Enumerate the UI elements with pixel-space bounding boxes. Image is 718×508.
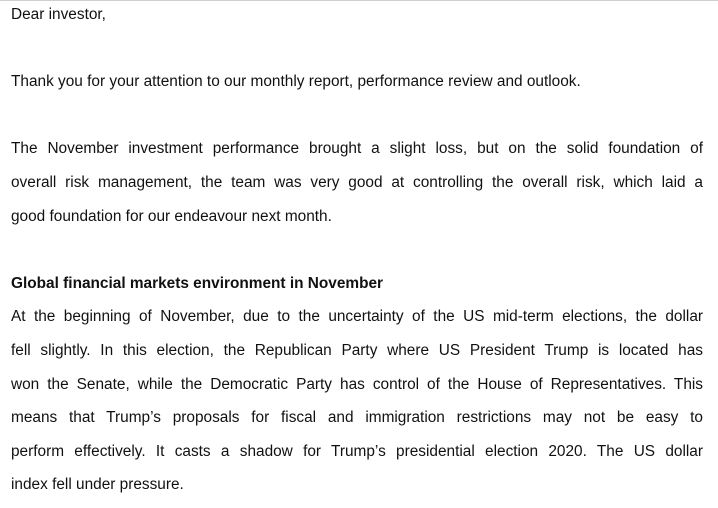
paragraph-line: index fell under pressure. <box>11 476 184 494</box>
paragraph-line: good foundation for our endeavour next month. <box>11 207 332 225</box>
section-heading: Global financial markets environment in November <box>11 274 384 292</box>
performance-paragraph <box>11 138 703 239</box>
intro-paragraph: Thank you for your attention to our monthly report, performance review and outlook. <box>11 73 581 91</box>
markets-paragraph <box>11 306 703 508</box>
document-body <box>11 4 703 508</box>
paragraph-line: perform effectively. It casts a shadow for Trump’s presidential election 2020. The US dollar <box>11 442 703 460</box>
paragraph-line: At the beginning of November, due to the uncertainty of the US mid-term elections, the dollar <box>11 308 703 326</box>
paragraph-spacer <box>11 239 703 273</box>
paragraph-line: fell slightly. In this election, the Republican Party where US President Trump is located has <box>11 341 703 359</box>
paragraph-spacer <box>11 38 703 72</box>
paragraph-line: won the Senate, while the Democratic Party has control of the House of Representatives. This <box>11 375 703 393</box>
paragraph-line: means that Trump’s proposals for fiscal and immigration restrictions may not be easy to <box>11 409 703 427</box>
page-top-border <box>0 0 718 1</box>
paragraph-line: The November investment performance brought a slight loss, but on the solid foundation of <box>11 140 703 158</box>
paragraph-spacer <box>11 105 703 139</box>
salutation: Dear investor, <box>11 6 106 23</box>
paragraph-line: overall risk management, the team was very good at controlling the overall risk, which laid a <box>11 173 703 191</box>
